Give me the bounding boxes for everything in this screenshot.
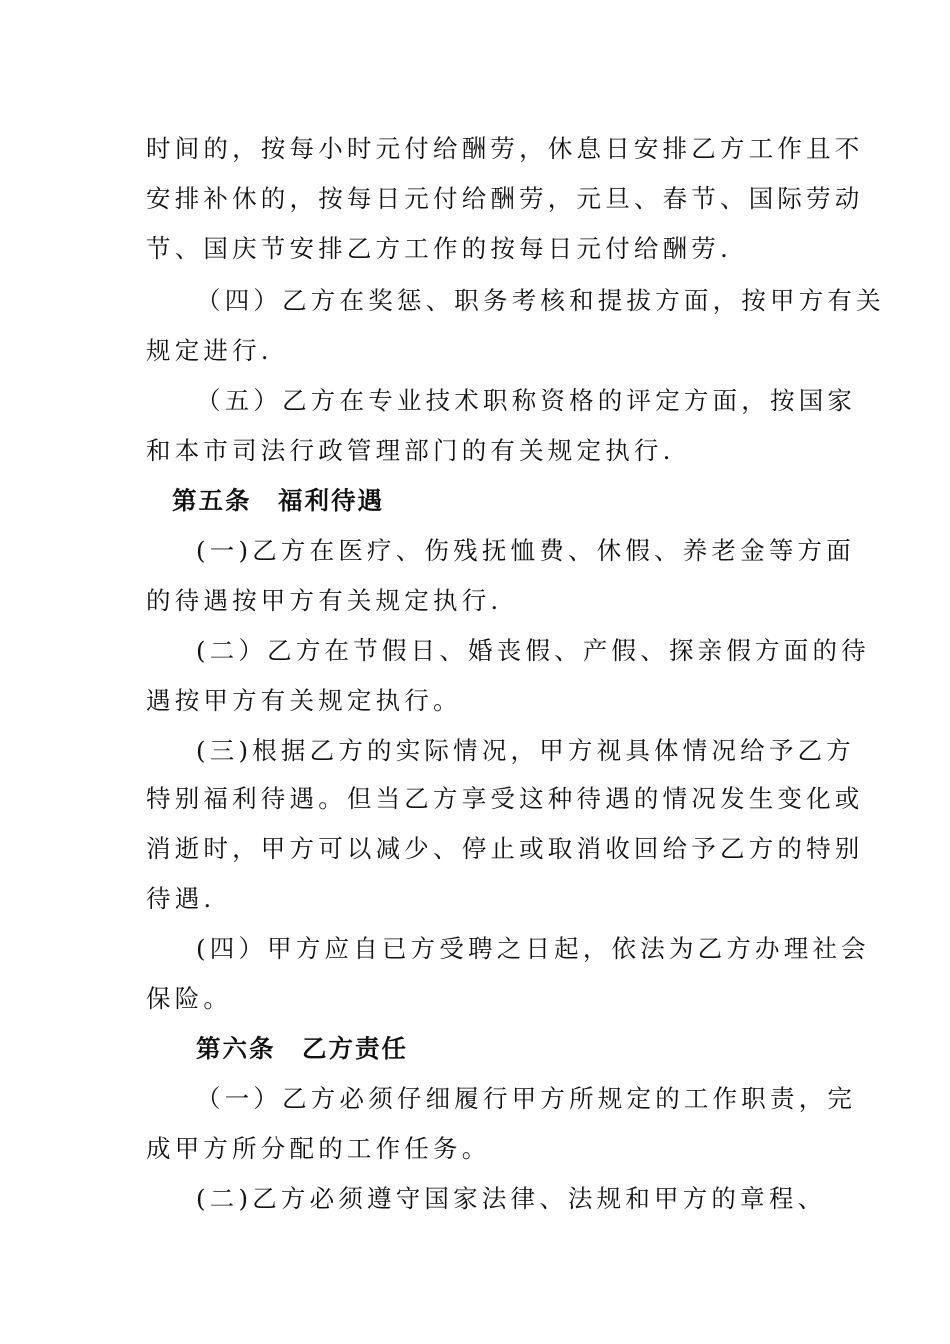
text-line: (一)乙方在医疗、伤残抚恤费、休假、养老金等方面 — [196, 536, 855, 565]
text-line: 安排补休的，按每日元付给酬劳，元旦、春节、国际劳动 — [146, 184, 864, 213]
text-line: (二)乙方必须遵守国家法律、法规和甲方的章程、 — [196, 1184, 827, 1213]
text-line: 保险。 — [146, 984, 233, 1013]
section-heading: 第六条 乙方责任 — [196, 1034, 408, 1063]
text-line: 消逝时，甲方可以减少、停止或取消收回给予乙方的特别 — [146, 834, 864, 863]
text-line: 和本市司法行政管理部门的有关规定执行. — [146, 436, 675, 465]
text-line: (四）甲方应自已方受聘之日起，依法为乙方办理社会 — [196, 934, 870, 963]
text-line: 遇按甲方有关规定执行。 — [146, 686, 462, 715]
text-line: 成甲方所分配的工作任务。 — [146, 1134, 491, 1163]
text-line: (三)根据乙方的实际情况，甲方视具体情况给予乙方 — [196, 736, 855, 765]
text-line: （五）乙方在专业技术职称资格的评定方面，按国家 — [196, 386, 857, 415]
text-line: 待遇. — [146, 884, 216, 913]
text-line: 规定进行. — [146, 336, 273, 365]
text-line: 的待遇按甲方有关规定执行. — [146, 586, 503, 615]
text-line: 特别福利待遇。但当乙方享受这种待遇的情况发生变化或 — [146, 784, 864, 813]
text-line: (二）乙方在节假日、婚丧假、产假、探亲假方面的待 — [196, 636, 870, 665]
section-heading: 第五条 福利待遇 — [172, 486, 384, 515]
text-line: 时间的，按每小时元付给酬劳，休息日安排乙方工作且不 — [146, 134, 864, 163]
text-line: （四）乙方在奖惩、职务考核和提拔方面，按甲方有关 — [196, 286, 885, 315]
text-line: 节、国庆节安排乙方工作的按每日元付给酬劳. — [146, 234, 732, 263]
text-line: （一）乙方必须仔细履行甲方所规定的工作职责，完 — [196, 1084, 857, 1113]
